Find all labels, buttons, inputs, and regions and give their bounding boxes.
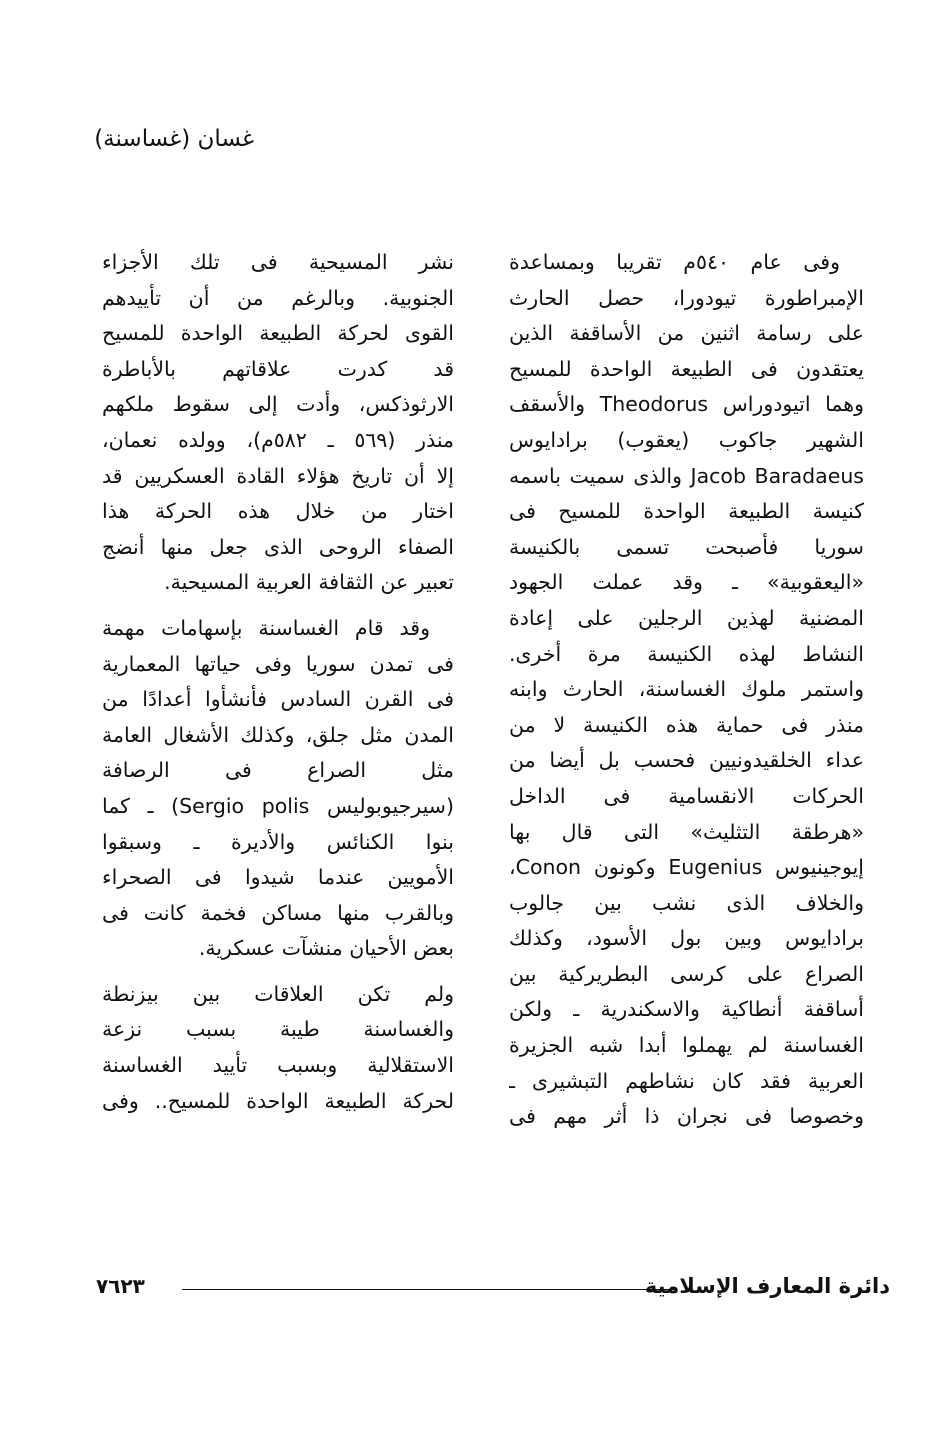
text-line: المضنية لهذين الرجلين على إعادة (509, 605, 864, 630)
text-line: ولم تكن العلاقات بين بيزنطة (102, 981, 454, 1006)
footer-rule (182, 1289, 676, 1290)
text-line: وقد قام الغساسنة بإسهامات مهمة (102, 615, 430, 640)
text-line: عداء الخلقيدونيين فحسب بل أيضا من (509, 748, 864, 773)
text-line: منذر فى حماية هذه الكنيسة لا من (509, 712, 864, 737)
text-line: الغساسنة لم يهملوا أبدا شبه الجزيرة (509, 1033, 864, 1058)
text-line: الحركات الانقسامية فى الداخل (509, 783, 864, 808)
paragraph-gap (102, 967, 454, 977)
text-line: وهما اتيودوراس Theodorus والأسقف (509, 392, 864, 417)
text-line: تعبير عن الثقافة العربية المسيحية. (164, 570, 454, 595)
text-line: بنوا الكنائس والأديرة ـ وسبقوا (102, 829, 454, 854)
text-line: الشهير جاكوب (يعقوب) برادايوس (509, 427, 864, 452)
text-line: واستمر ملوك الغساسنة، الحارث وابنه (509, 677, 864, 702)
text-line: فى القرن السادس فأنشأوا أعدادًا من (102, 687, 454, 712)
page-number: ٧٦٢٣ (96, 1274, 145, 1298)
text-line: برادايوس وبين بول الأسود، وكذلك (509, 926, 864, 951)
journal-title: دائرة المعارف الإسلامية (644, 1274, 890, 1298)
text-line: مثل الصراع فى الرصافة (102, 758, 454, 783)
paragraph-gap (102, 601, 454, 611)
text-line: (سيرجيوبوليس Sergio polis) ـ كما (102, 793, 454, 818)
text-line: Jacob Baradaeus والذى سميت باسمه (509, 463, 864, 488)
right-text-column (509, 245, 864, 1135)
text-line: «هرطقة التثليث» التى قال بها (509, 819, 864, 844)
text-line: «اليعقوبية» ـ وقد عملت الجهود (509, 570, 864, 595)
text-line: الإمبراطورة تيودورا، حصل الحارث (509, 285, 864, 310)
text-line: نشر المسيحية فى تلك الأجزاء (102, 250, 454, 274)
page-footer (96, 1274, 890, 1304)
text-line: وفى عام ٥٤٠م تقريبا وبمساعدة (509, 250, 840, 274)
text-line: على رسامة اثنين من الأساقفة الذين (509, 321, 864, 346)
text-line: الصفاء الروحى الذى جعل منها أنضج (102, 534, 454, 559)
text-line: بعض الأحيان منشآت عسكرية. (198, 936, 454, 961)
text-line: سوريا فأصبحت تسمى بالكنيسة (509, 534, 864, 559)
text-line: منذر (٥٦٩ ـ ٥٨٢م)، وولده نعمان، (102, 427, 454, 452)
text-line: الأمويين عندما شيدوا فى الصحراء (102, 865, 454, 890)
text-line: وخصوصا فى نجران ذا أثر مهم فى (509, 1104, 864, 1129)
text-line: اختار من خلال هذه الحركة هذا (102, 499, 454, 524)
page-running-title: غسان (غساسنة) (94, 126, 254, 152)
text-line: الصراع على كرسى البطريركية بين (509, 961, 864, 986)
text-line: الاستقلالية وبسبب تأييد الغساسنة (102, 1053, 454, 1078)
text-line: يعتقدون فى الطبيعة الواحدة للمسيح (509, 356, 864, 381)
text-line: كنيسة الطبيعة الواحدة للمسيح فى (509, 499, 864, 524)
text-line: والغساسنة طيبة بسبب نزعة (102, 1017, 454, 1042)
text-line: المدن مثل جلق، وكذلك الأشغال العامة (102, 722, 454, 747)
left-text-column (102, 245, 454, 1119)
text-line: قد كدرت علاقاتهم بالأباطرة (102, 356, 454, 381)
text-line: الارثوذكس، وأدت إلى سقوط ملكهم (102, 392, 454, 417)
text-line: لحركة الطبيعة الواحدة للمسيح.. وفى (102, 1088, 454, 1113)
text-line: أساقفة أنطاكية والاسكندرية ـ ولكن (509, 997, 864, 1022)
text-line: إيوجينيوس Eugenius وكونون Conon، (509, 855, 864, 880)
text-line: القوى لحركة الطبيعة الواحدة للمسيح (102, 321, 454, 346)
text-line: إلا أن تاريخ هؤلاء القادة العسكريين قد (102, 463, 454, 488)
text-line: النشاط لهذه الكنيسة مرة أخرى. (509, 641, 864, 666)
text-line: العربية فقد كان نشاطهم التبشيرى ـ (509, 1068, 864, 1093)
text-line: فى تمدن سوريا وفى حياتها المعمارية (102, 651, 454, 676)
text-line: والخلاف الذى نشب بين جالوب (509, 890, 864, 915)
text-line: وبالقرب منها مساكن فخمة كانت فى (102, 900, 454, 925)
text-line: الجنوبية. وبالرغم من أن تأييدهم (102, 285, 454, 310)
